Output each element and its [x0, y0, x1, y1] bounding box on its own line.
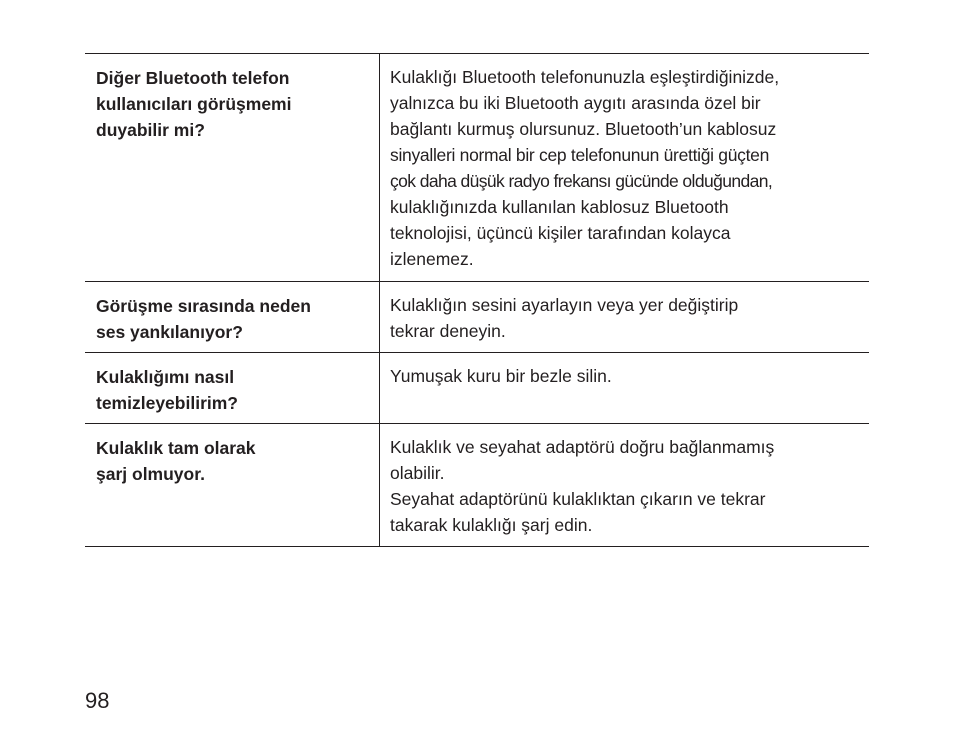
faq-row [85, 424, 869, 547]
faq-row [85, 353, 869, 424]
faq-answer [380, 353, 869, 423]
answer-line: tekrar deneyin. [390, 321, 506, 341]
faq-question [85, 353, 380, 423]
question-line: temizleyebilirim? [96, 393, 238, 413]
answer-line: takarak kulaklığı şarj edin. [390, 515, 593, 535]
answer-line: kulaklığınızda kullanılan kablosuz Bluetooth [390, 197, 729, 217]
page-number: 98 [85, 688, 110, 713]
answer-line: bağlantı kurmuş olursunuz. Bluetooth’un kablosuz [390, 119, 777, 139]
question-line: şarj olmuyor. [96, 464, 205, 484]
question-line: duyabilir mi? [96, 120, 205, 140]
question-line: Diğer Bluetooth telefon [96, 68, 290, 88]
answer-line: Kulaklığın sesini ayarlayın veya yer değiştirip [390, 295, 739, 315]
faq-answer [380, 282, 869, 352]
faq-row [85, 282, 869, 353]
question-line: Kulaklığımı nasıl [96, 367, 235, 387]
faq-answer [380, 54, 869, 281]
answer-line: Seyahat adaptörünü kulaklıktan çıkarın ve tekrar [390, 489, 766, 509]
faq-answer [380, 424, 869, 546]
faq-question [85, 424, 380, 546]
faq-table [85, 53, 869, 547]
answer-line: izlenemez. [390, 249, 474, 269]
answer-line: yalnızca bu iki Bluetooth aygıtı arasında özel bir [390, 93, 761, 113]
faq-question [85, 282, 380, 352]
answer-line: sinyalleri normal bir cep telefonunun ürettiği güçten [390, 145, 770, 165]
answer-line: çok daha düşük radyo frekansı gücünde olduğundan, [390, 171, 773, 191]
answer-line: olabilir. [390, 463, 445, 483]
question-line: Kulaklık tam olarak [96, 438, 256, 458]
faq-row [85, 54, 869, 282]
question-line: ses yankılanıyor? [96, 322, 243, 342]
faq-question [85, 54, 380, 281]
answer-line: Kulaklığı Bluetooth telefonunuzla eşleştirdiğinizde, [390, 67, 780, 87]
question-line: Görüşme sırasında neden [96, 296, 311, 316]
question-line: kullanıcıları görüşmemi [96, 94, 292, 114]
answer-line: teknolojisi, üçüncü kişiler tarafından kolayca [390, 223, 731, 243]
answer-line: Yumuşak kuru bir bezle silin. [390, 366, 612, 386]
answer-line: Kulaklık ve seyahat adaptörü doğru bağlanmamış [390, 437, 775, 457]
